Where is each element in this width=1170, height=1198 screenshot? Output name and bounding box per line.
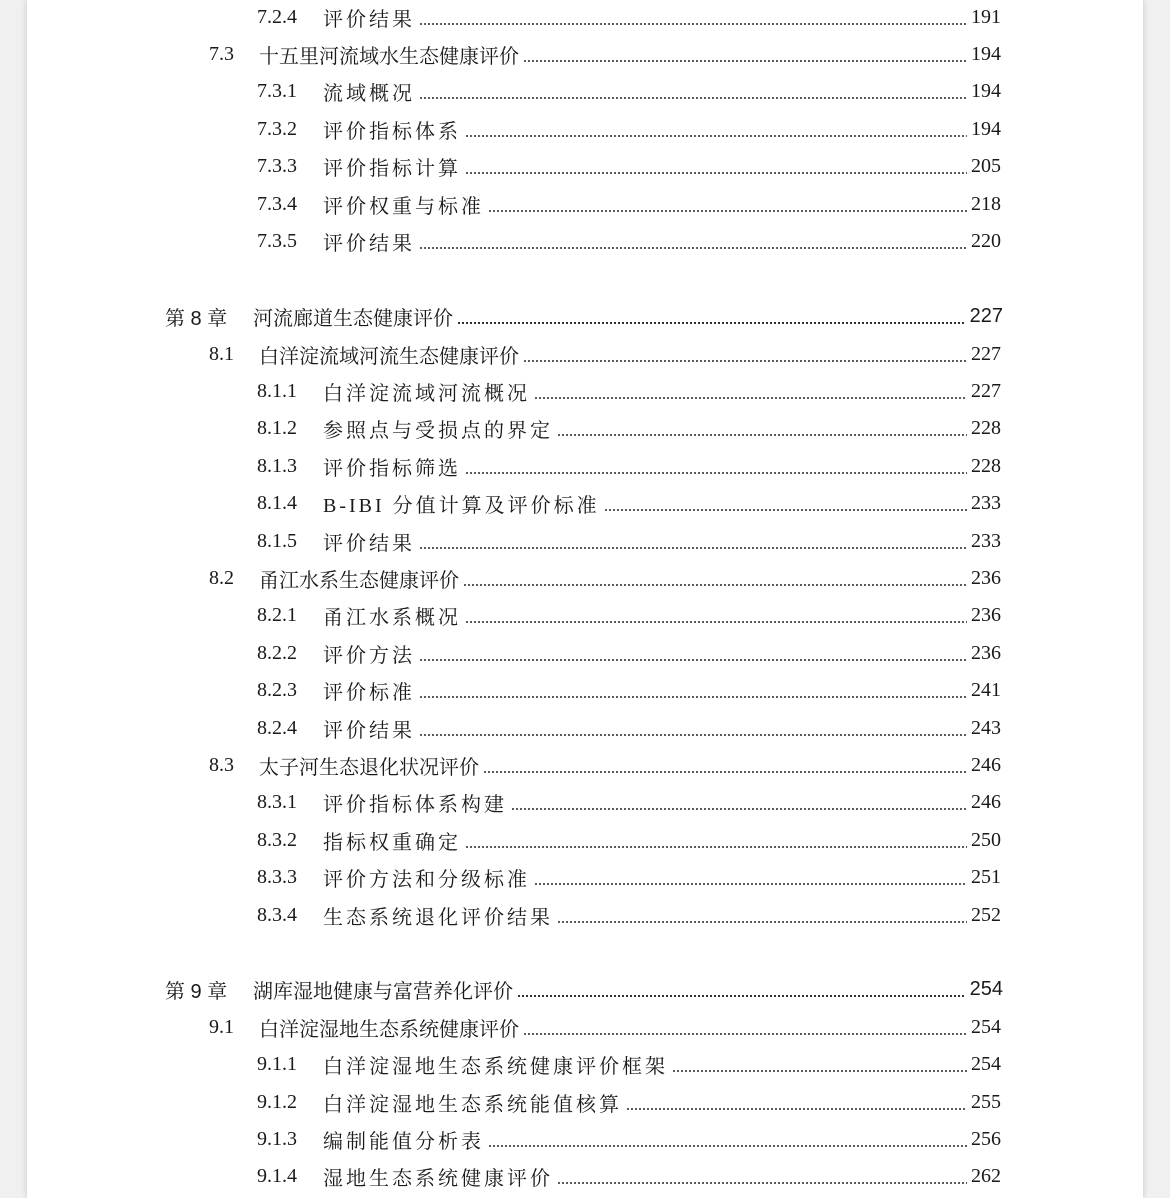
entry-page-number: 233 bbox=[971, 529, 1001, 552]
entry-title: 评价指标筛选 bbox=[323, 457, 461, 480]
entry-number: 8.3.1 bbox=[257, 790, 297, 813]
dot-leader bbox=[534, 883, 967, 885]
toc-subsection-entry[interactable] bbox=[257, 189, 1001, 219]
dot-leader bbox=[523, 1033, 967, 1035]
entry-page-number: 243 bbox=[971, 716, 1001, 739]
entry-number: 7.3 bbox=[209, 42, 234, 65]
entry-title: 白洋淀流域河流生态健康评价 bbox=[259, 345, 519, 368]
entry-page-number: 252 bbox=[971, 903, 1001, 926]
dot-leader bbox=[517, 995, 966, 997]
dot-leader bbox=[604, 509, 967, 511]
entry-page-number: 254 bbox=[971, 1015, 1001, 1038]
dot-leader bbox=[557, 921, 967, 923]
dot-leader bbox=[419, 659, 967, 661]
entry-title: 评价指标体系构建 bbox=[323, 793, 507, 816]
entry-title: 评价方法和分级标准 bbox=[323, 868, 530, 891]
entry-page-number: 227 bbox=[971, 342, 1001, 365]
toc-subsection-entry[interactable] bbox=[257, 451, 1001, 481]
entry-title: 评价结果 bbox=[323, 719, 415, 742]
entry-page-number: 236 bbox=[971, 641, 1001, 664]
entry-page-number: 228 bbox=[971, 454, 1001, 477]
dot-leader bbox=[557, 434, 967, 436]
entry-page-number: 233 bbox=[971, 491, 1001, 514]
entry-title: 白洋淀湿地生态系统能值核算 bbox=[323, 1093, 622, 1116]
toc-subsection-entry[interactable] bbox=[257, 488, 1001, 518]
dot-leader bbox=[457, 322, 966, 324]
entry-title: B-IBI 分值计算及评价标准 bbox=[323, 494, 600, 517]
entry-number: 9.1 bbox=[209, 1015, 234, 1038]
dot-leader bbox=[463, 584, 967, 586]
toc-subsection-entry[interactable] bbox=[257, 1049, 1001, 1079]
dot-leader bbox=[465, 172, 967, 174]
entry-number: 9.1.4 bbox=[257, 1164, 297, 1187]
entry-page-number: 256 bbox=[971, 1127, 1001, 1150]
entry-title: 生态系统退化评价结果 bbox=[323, 906, 553, 929]
dot-leader bbox=[534, 397, 967, 399]
entry-page-number: 228 bbox=[971, 416, 1001, 439]
entry-number: 7.3.5 bbox=[257, 229, 297, 252]
entry-page-number: 220 bbox=[971, 229, 1001, 252]
entry-number: 8.2 bbox=[209, 566, 234, 589]
toc-section-entry[interactable] bbox=[209, 39, 1001, 69]
entry-number: 9.1.3 bbox=[257, 1127, 297, 1150]
dot-leader bbox=[511, 808, 967, 810]
entry-number: 8.1.1 bbox=[257, 379, 297, 402]
entry-page-number: 194 bbox=[971, 42, 1001, 65]
entry-title: 评价结果 bbox=[323, 8, 415, 31]
entry-title: 甬江水系概况 bbox=[323, 606, 461, 629]
entry-number: 8.2.1 bbox=[257, 603, 297, 626]
dot-leader bbox=[465, 472, 967, 474]
entry-title: 评价结果 bbox=[323, 532, 415, 555]
toc-subsection-entry[interactable] bbox=[257, 114, 1001, 144]
entry-number: 8.2.2 bbox=[257, 641, 297, 664]
toc-subsection-entry[interactable] bbox=[257, 900, 1001, 930]
toc-chapter-entry[interactable] bbox=[165, 301, 1003, 331]
entry-number: 8.1.4 bbox=[257, 491, 297, 514]
entry-number: 8.1.2 bbox=[257, 416, 297, 439]
toc-subsection-entry[interactable] bbox=[257, 787, 1001, 817]
entry-number: 第 9 章 bbox=[165, 980, 228, 1003]
toc-subsection-entry[interactable] bbox=[257, 526, 1001, 556]
entry-title: 指标权重确定 bbox=[323, 831, 461, 854]
entry-number: 7.3.1 bbox=[257, 79, 297, 102]
entry-page-number: 191 bbox=[971, 5, 1001, 28]
entry-number: 8.3 bbox=[209, 753, 234, 776]
entry-title: 甬江水系生态健康评价 bbox=[259, 569, 459, 592]
entry-page-number: 251 bbox=[971, 865, 1001, 888]
entry-title: 白洋淀湿地生态系统健康评价 bbox=[259, 1018, 519, 1041]
dot-leader bbox=[419, 97, 967, 99]
toc-subsection-entry[interactable] bbox=[257, 1087, 1001, 1117]
toc-subsection-entry[interactable] bbox=[257, 413, 1001, 443]
entry-title: 流域概况 bbox=[323, 82, 415, 105]
toc-section-entry[interactable] bbox=[209, 1012, 1001, 1042]
entry-number: 8.1 bbox=[209, 342, 234, 365]
toc-subsection-entry[interactable] bbox=[257, 376, 1001, 406]
entry-number: 8.1.5 bbox=[257, 529, 297, 552]
entry-number: 8.3.4 bbox=[257, 903, 297, 926]
dot-leader bbox=[419, 547, 967, 549]
dot-leader bbox=[465, 846, 967, 848]
dot-leader bbox=[626, 1108, 967, 1110]
entry-title: 评价标准 bbox=[323, 681, 415, 704]
entry-number: 7.2.4 bbox=[257, 5, 297, 28]
dot-leader bbox=[672, 1070, 967, 1072]
dot-leader bbox=[488, 1145, 967, 1147]
entry-number: 8.3.2 bbox=[257, 828, 297, 851]
entry-title: 湿地生态系统健康评价 bbox=[323, 1167, 553, 1190]
toc-subsection-entry[interactable] bbox=[257, 226, 1001, 256]
toc-chapter-entry[interactable] bbox=[165, 974, 1003, 1004]
entry-title: 评价结果 bbox=[323, 232, 415, 255]
dot-leader bbox=[419, 696, 967, 698]
toc-subsection-entry[interactable] bbox=[257, 1161, 1001, 1191]
dot-leader bbox=[483, 771, 967, 773]
entry-number: 7.3.4 bbox=[257, 192, 297, 215]
entry-page-number: 218 bbox=[971, 192, 1001, 215]
entry-number: 7.3.3 bbox=[257, 154, 297, 177]
toc-subsection-entry[interactable] bbox=[257, 825, 1001, 855]
toc-section-entry[interactable] bbox=[209, 750, 1001, 780]
entry-number: 第 8 章 bbox=[165, 307, 228, 330]
entry-title: 评价指标计算 bbox=[323, 157, 461, 180]
entry-page-number: 254 bbox=[969, 977, 1003, 1000]
entry-title: 湖库湿地健康与富营养化评价 bbox=[253, 980, 513, 1003]
toc-subsection-entry[interactable] bbox=[257, 862, 1001, 892]
toc-subsection-entry[interactable] bbox=[257, 76, 1001, 106]
entry-title: 编制能值分析表 bbox=[323, 1130, 484, 1153]
entry-title: 白洋淀湿地生态系统健康评价框架 bbox=[323, 1055, 668, 1078]
entry-page-number: 205 bbox=[971, 154, 1001, 177]
entry-page-number: 262 bbox=[971, 1164, 1001, 1187]
dot-leader bbox=[523, 60, 967, 62]
entry-page-number: 254 bbox=[971, 1052, 1001, 1075]
entry-title: 参照点与受损点的界定 bbox=[323, 419, 553, 442]
entry-number: 8.2.3 bbox=[257, 678, 297, 701]
entry-page-number: 246 bbox=[971, 753, 1001, 776]
entry-title: 评价方法 bbox=[323, 644, 415, 667]
entry-title: 评价权重与标准 bbox=[323, 195, 484, 218]
dot-leader bbox=[488, 210, 967, 212]
entry-number: 8.1.3 bbox=[257, 454, 297, 477]
toc-section-entry[interactable] bbox=[209, 339, 1001, 369]
entry-page-number: 227 bbox=[969, 304, 1003, 327]
entry-title: 太子河生态退化状况评价 bbox=[259, 756, 479, 779]
entry-number: 8.3.3 bbox=[257, 865, 297, 888]
toc-subsection-entry[interactable] bbox=[257, 1124, 1001, 1154]
toc-section-entry[interactable] bbox=[209, 563, 1001, 593]
dot-leader bbox=[419, 23, 967, 25]
toc-subsection-entry[interactable] bbox=[257, 600, 1001, 630]
dot-leader bbox=[557, 1182, 967, 1184]
entry-page-number: 194 bbox=[971, 117, 1001, 140]
toc-subsection-entry[interactable] bbox=[257, 713, 1001, 743]
entry-page-number: 246 bbox=[971, 790, 1001, 813]
toc-subsection-entry[interactable] bbox=[257, 675, 1001, 705]
entry-title: 十五里河流域水生态健康评价 bbox=[259, 45, 519, 68]
entry-page-number: 194 bbox=[971, 79, 1001, 102]
entry-title: 评价指标体系 bbox=[323, 120, 461, 143]
toc-subsection-entry[interactable] bbox=[257, 638, 1001, 668]
entry-page-number: 255 bbox=[971, 1090, 1001, 1113]
entry-number: 9.1.1 bbox=[257, 1052, 297, 1075]
entry-page-number: 227 bbox=[971, 379, 1001, 402]
dot-leader bbox=[523, 360, 967, 362]
entry-page-number: 236 bbox=[971, 603, 1001, 626]
entry-title: 河流廊道生态健康评价 bbox=[253, 307, 453, 330]
dot-leader bbox=[419, 734, 967, 736]
entry-title: 白洋淀流域河流概况 bbox=[323, 382, 530, 405]
dot-leader bbox=[465, 621, 967, 623]
entry-page-number: 241 bbox=[971, 678, 1001, 701]
dot-leader bbox=[419, 247, 967, 249]
toc-subsection-entry[interactable] bbox=[257, 2, 1001, 32]
entry-page-number: 250 bbox=[971, 828, 1001, 851]
entry-number: 9.1.2 bbox=[257, 1090, 297, 1113]
dot-leader bbox=[465, 135, 967, 137]
entry-page-number: 236 bbox=[971, 566, 1001, 589]
toc-subsection-entry[interactable] bbox=[257, 151, 1001, 181]
entry-number: 7.3.2 bbox=[257, 117, 297, 140]
entry-number: 8.2.4 bbox=[257, 716, 297, 739]
